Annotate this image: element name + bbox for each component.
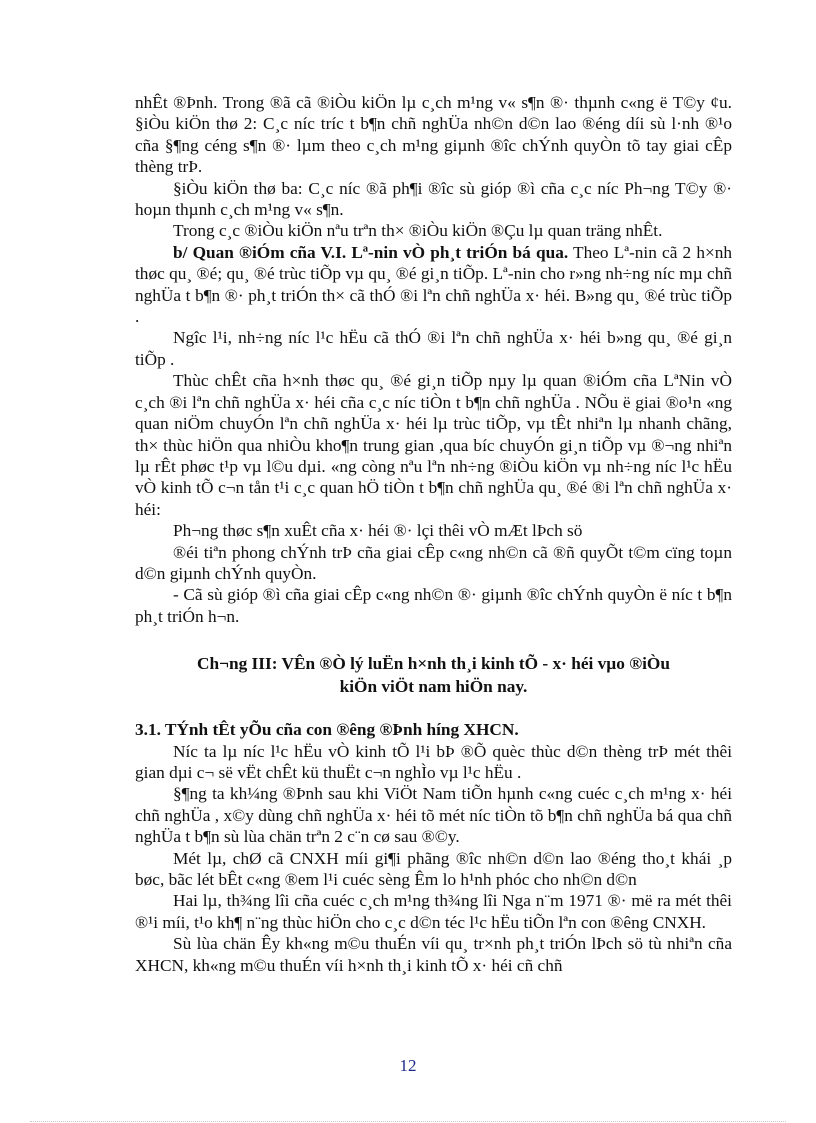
section-heading: 3.1. TÝnh tÊt yÕu cña con ®êng ®Þnh híng XHCN.	[135, 720, 519, 740]
paragraph: ®éi tiªn phong chÝnh trÞ cña giai cÊp c«ng nh©n cã ®ñ quyÕt t©m cïng toµn d©n giµnh chÝnh quyÒn.	[135, 542, 732, 583]
paragraph: nhÊt ®Þnh. Trong ®ã cã ®iÒu kiÖn lµ c¸ch m¹ng v« s¶n ®· thµnh c«ng ë T©y ¢u. §iÒu kiÖn thø 2: C¸c níc tríc t b¶n chñ nghÜa nh©n d©n lao ®éng díi sù l·nh ®¹o cña §¶ng céng s¶n ®· lµm theo c¸ch m¹ng giµnh ®îc chÝnh quyÒn tõ tay giai cÊp thèng trÞ.	[135, 93, 732, 177]
chapter-heading-line: Ch¬ng III: VÊn ®Ò lý luËn h×nh th¸i kinh tÕ - x· héi vµo ®iÒu	[197, 654, 670, 674]
subsection-paragraph	[135, 242, 732, 328]
paragraph: Mét lµ, chØ cã CNXH míi gi¶i phãng ®îc nh©n d©n lao ®éng tho¸t khái ¸p bøc, bãc lét bÊt c«ng ®em l¹i cuéc sèng Êm lo h¹nh phóc cho nh©n d©n	[135, 848, 732, 889]
chapter-heading-line: kiÖn viÖt nam hiÖn nay.	[339, 676, 528, 696]
paragraph: Thùc chÊt cña h×nh thøc qu¸ ®é gi¸n tiÕp nµy lµ quan ®iÓm cña LªNin vÒ c¸ch ®i lªn chñ nghÜa x· héi cña c¸c níc tiÒn t b¶n chñ nghÜa . NÕu ë giai ®o¹n «ng quan niÖm chuyÓn lªn chñ nghÜa x· héi lµ trùc tiÕp, vµ tÊt nhiªn lµ nhanh chãng, th× thùc hiÖn qua nhiÒu kho¶n trung gian ,qua bíc chuyÓn gi¸n tiÕp vµ ®¬ng nhiªn lµ rÊt phøc t¹p vµ l©u dµi. «ng còng nªu lªn nh÷ng ®iÒu kiÖn vµ nh÷ng níc l¹c hËu vÒ kinh tÕ c¬n tån t¹i c¸c quan hÖ tiÒn t b¶n chñ nghÜa qu¸ ®é ®i lªn chñ nghÜa x· héi:	[135, 371, 732, 519]
subsection-title: b/ Quan ®iÓm cña V.I. Lª-nin vÒ ph¸t triÓn bá qua.	[173, 242, 569, 262]
paragraph: Sù lùa chän Êy kh«ng m©u thuÉn víi qu¸ tr×nh ph¸t triÓn lÞch sö tù nhiªn cña XHCN, kh«ng m©u thuÉn víi h×nh th¸i kinh tÕ x· héi cñ chñ	[135, 934, 732, 975]
paragraph: Níc ta lµ níc l¹c hËu vÒ kinh tÕ l¹i bÞ ®Õ quèc thùc d©n thèng trÞ mét thêi gian dµi c¬ së vËt chÊt kü thuËt c¬n nghÌo vµ l¹c hËu .	[135, 741, 732, 782]
paragraph: Trong c¸c ®iÒu kiÖn nªu trªn th× ®iÒu kiÖn ®Çu lµ quan träng nhÊt.	[173, 221, 663, 241]
subsection-text: Theo Lª-nin cã 2 h×nh thøc qu¸ ®é; qu¸ ®é trùc tiÕp vµ qu¸ ®é gi¸n tiÕp. Lª-nin cho r»ng nh÷ng níc mµ chñ nghÜa t b¶n ®· ph¸t triÓn th× cã thÓ ®i lªn chñ nghÜa x· héi. B»ng qu¸ ®é trùc tiÕp .	[135, 242, 733, 327]
page-number: 12	[399, 1056, 417, 1075]
paragraph: Ph¬ng thøc s¶n xuÊt cña x· héi ®· lçi thêi vÒ mÆt lÞch sö	[173, 521, 583, 541]
paragraph: §iÒu kiÖn thø ba: C¸c níc ®ã ph¶i ®îc sù gióp ®ì cña c¸c níc Ph¬ng T©y ®· hoµn thµnh c¸ch m¹ng v« s¶n.	[135, 178, 732, 220]
footer-divider	[30, 1121, 786, 1122]
body-text	[135, 92, 732, 976]
paragraph: - Cã sù gióp ®ì cña giai cÊp c«ng nh©n ®· giµnh ®îc chÝnh quyÒn ë níc t b¶n ph¸t triÓn h¬n.	[135, 585, 732, 626]
paragraph: §¶ng ta kh¼ng ®Þnh sau khi ViÖt Nam tiÕn hµnh c«ng cuéc c¸ch m¹ng x· héi chñ nghÜa , x©y dùng chñ nghÜa x· héi tõ mét níc tiÒn tõ b¶n chñ nghÜa bá qua chñ nghÜa t b¶n sù lùa chän trªn 2 c¨n cø sau ®©y.	[135, 784, 732, 847]
chapter-heading	[135, 653, 732, 698]
paragraph: Hai lµ, th¾ng lîi cña cuéc c¸ch m¹ng th¾ng lîi Nga n¨m 1971 ®· më ra mét thêi ®¹i míi, t¹o kh¶ n¨ng thùc hiÖn cho c¸c d©n téc l¹c hËu tiÕn lªn con ®êng CNXH.	[135, 891, 732, 932]
paragraph: Ngîc l¹i, nh÷ng níc l¹c hËu cã thÓ ®i lªn chñ nghÜa x· héi b»ng qu¸ ®é gi¸n tiÕp .	[135, 328, 732, 369]
